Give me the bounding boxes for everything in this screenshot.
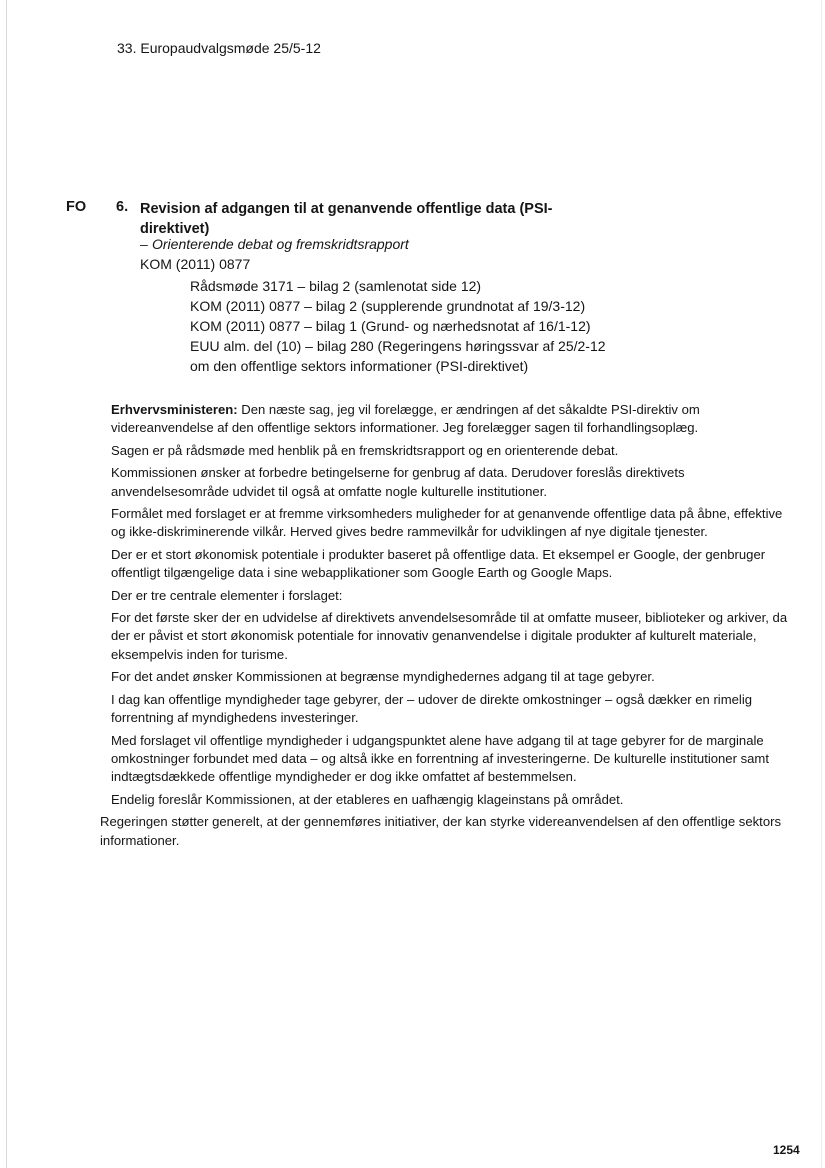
scan-border-left	[6, 0, 7, 1168]
paragraph: Kommissionen ønsker at forbedre betingelserne for genbrug af data. Derudover foreslås direktivets anvendelsesområde udvidet til også at omfatte nogle kulturelle institutioner.	[111, 465, 685, 499]
paragraph: Der er tre centrale elementer i forslaget:	[111, 587, 343, 603]
paragraph: Formålet med forslaget er at fremme virksomheders muligheder for at genanvende offentlige data på åbne, effektive og ikke-diskriminerende vilkår. Herved gives bedre rammevilkår for udviklingen af nye digitale tjenester.	[111, 506, 783, 540]
meeting-title: 33. Europaudvalgsmøde 25/5-12	[117, 40, 321, 56]
subtitle-text: Orienterende debat og fremskridtsrapport	[152, 236, 409, 252]
agenda-item-subtitle	[140, 236, 409, 252]
document-reference: KOM (2011) 0877 – bilag 2 (supplerende grundnotat af 19/3-12)	[190, 298, 586, 314]
paragraph: For det første sker der en udvidelse af direktivets anvendelsesområde til at omfatte museer, biblioteker og arkiver, da der er påvist et stort økonomisk potentiale for innovativ genanvendelse i digitale produkter af kulturelt materiale, eksempelvis inden for turisme.	[111, 610, 788, 662]
page-number: 1254	[773, 1143, 800, 1157]
paragraph-text: Den næste sag, jeg vil forelægge, er ændringen af det såkaldte PSI-direktiv om videreanvendelse af den offentlige sektors informationer. Jeg forelægger sagen til forhandlingsoplæg.	[111, 402, 700, 436]
paragraph: For det andet ønsker Kommissionen at begrænse myndighedernes adgang til at tage gebyrer.	[111, 669, 655, 685]
paragraph: Der er et stort økonomisk potentiale i produkter baseret på offentlige data. Et eksempel er Google, der genbruger offentligt tilgængelige data i sine webapplikationer som Google Earth og Google Maps.	[111, 546, 766, 581]
paragraph-minister-intro	[100, 401, 800, 438]
subtitle-dash: –	[140, 236, 148, 252]
speaker-label: Erhvervsministeren:	[111, 402, 238, 417]
agenda-item-reference: KOM (2011) 0877	[140, 256, 251, 272]
minutes-body	[100, 401, 800, 854]
document-reference: KOM (2011) 0877 – bilag 1 (Grund- og nærhedsnotat af 16/1-12)	[190, 318, 591, 334]
paragraph: I dag kan offentlige myndigheder tage gebyrer, der – udover de direkte omkostninger – også dækker en rimelig forrentning af myndighedens investeringer.	[111, 691, 753, 726]
paragraph: Med forslaget vil offentlige myndigheder i udgangspunktet alene have adgang til at tage gebyrer for de marginale omkostninger forbundet med data – og altså ikke en forrentning af investeringerne. De kulturelle institutioner samt indtægtsdækkede offentlige myndigheder er dog ikke omfattet af bestemmelsen.	[111, 732, 769, 785]
agenda-item-title: Revision af adgangen til at genanvende offentlige data (PSI-direktivet)	[140, 201, 553, 237]
scan-border-right	[821, 0, 822, 1168]
document-reference-list	[190, 276, 610, 376]
paragraph: Endelig foreslår Kommissionen, at der etableres en uafhængig klageinstans på området.	[111, 791, 624, 807]
agenda-item-number: 6.	[116, 199, 129, 215]
agenda-marker: FO	[66, 199, 87, 215]
paragraph-government-position: Regeringen støtter generelt, at der gennemføres initiativer, der kan styrke videreanvendelsen af den offentlige sektors informationer.	[100, 814, 782, 848]
paragraph: Sagen er på rådsmøde med henblik på en fremskridtsrapport og en orienterende debat.	[111, 442, 619, 458]
document-reference: EUU alm. del (10) – bilag 280 (Regeringens høringssvar af 25/2-12 om den offentlige sektors informationer (PSI-direktivet)	[190, 338, 606, 374]
document-reference: Rådsmøde 3171 – bilag 2 (samlenotat side 12)	[190, 278, 482, 294]
